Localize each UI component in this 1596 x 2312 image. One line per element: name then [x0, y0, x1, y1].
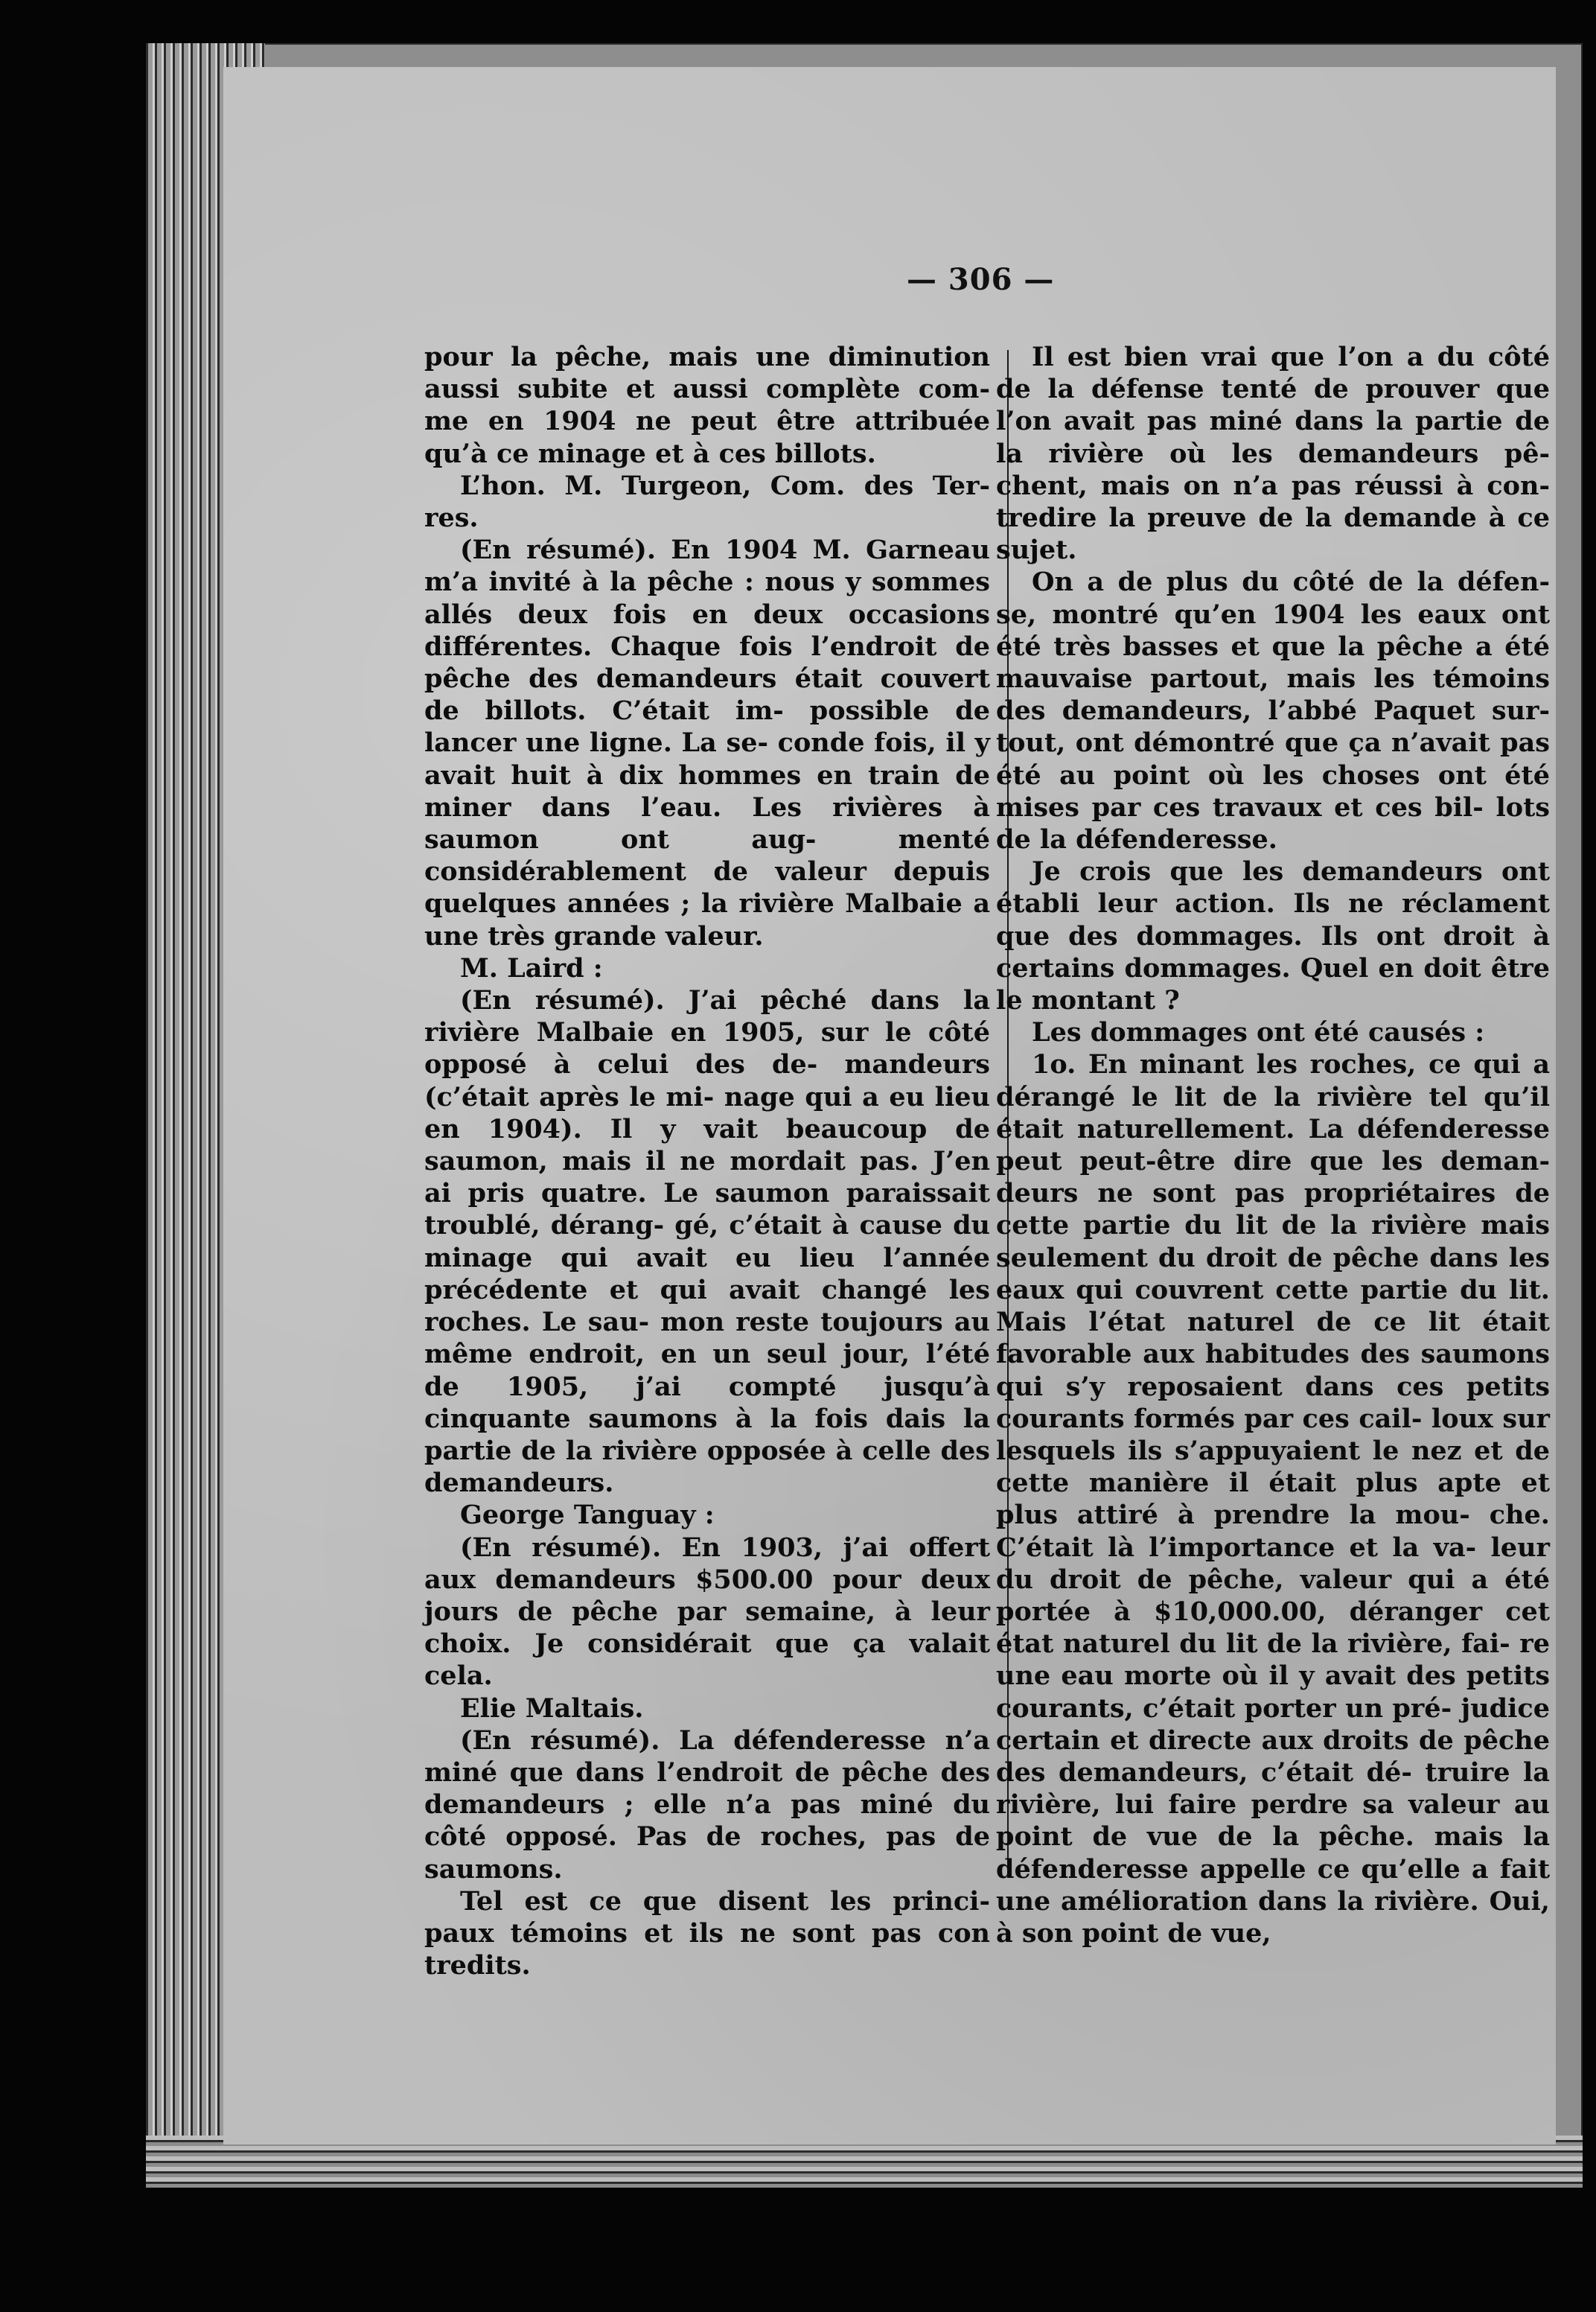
paragraph: L’hon. M. Turgeon, Com. des Ter- res. — [424, 470, 990, 534]
speaker-heading: Elie Maltais. — [460, 1692, 644, 1724]
paragraph: Les dommages ont été causés : — [1032, 1017, 1485, 1048]
page-number: — 306 — — [907, 262, 1055, 297]
paragraph: pour la pêche, mais une diminution aussi subite et aussi complète com- me en 1904 ne peut être attribuée qu’à ce minage et à ces billots. — [424, 342, 990, 469]
speaker-heading: George Tanguay : — [460, 1500, 715, 1531]
paragraph: Tel est ce que disent les princi- paux témoins et ils ne sont pas con tredits. — [424, 1885, 990, 1981]
paragraph: On a de plus du côté de la défen- se, montré qu’en 1904 les eaux ont été très basses et que la pêche a été mauvaise partout, mais les témoins des demandeurs, l’abbé Paquet sur- tout, ont démontré que ça n’avait pas été au point où les choses ont été mises par ces travaux et ces bil- lots de la défenderesse. — [996, 567, 1550, 856]
paragraph: Il est bien vrai que l’on a du côté de la défense tenté de prouver que l’on avait pas miné dans la partie de la rivière où les demandeurs pê- chent, mais on n’a pas réussi à con- tredire la preuve de la demande à ce sujet. — [996, 342, 1550, 566]
paragraph: (En résumé). En 1903, j’ai offert aux demandeurs $500.00 pour deux jours de pêche par semaine, à leur choix. Je considérait que ça valait cela. — [424, 1532, 990, 1692]
left-column — [424, 341, 990, 1981]
speaker-heading: M. Laird : — [460, 952, 603, 984]
paragraph: (En résumé). En 1904 M. Garneau m’a invité à la pêche : nous y sommes allés deux fois en deux occasions différentes. Chaque fois l’endroit de pêche des demandeurs était couvert de billots. C’était im- possible de lancer une ligne. La se- conde fois, il y avait huit à dix hommes en train de miner dans l’eau. Les rivières à saumon ont aug- menté considérablement de valeur depuis quelques années ; la rivière Malbaie a une très grande valeur. — [424, 535, 990, 952]
paragraph: (En résumé). J’ai pêché dans la rivière Malbaie en 1905, sur le côté opposé à celui des de- mandeurs (c’était après le mi- nage qui a eu lieu en 1904). Il y vait beaucoup de saumon, mais il ne mordait pas. J’en ai pris quatre. Le saumon paraissait troublé, dérang- gé, c’était à cause du minage qui avait eu lieu l’année précédente et qui avait changé les roches. Le sau- mon reste toujours au même endroit, en un seul jour, l’été de 1905, j’ai compté jusqu’à cinquante saumons à la fois dais la partie de la rivière opposée à celle des demandeurs. — [424, 985, 990, 1499]
paragraph: (En résumé). La défenderesse n’a miné que dans l’endroit de pêche des demandeurs ; elle n’a pas miné du côté opposé. Pas de roches, pas de saumons. — [424, 1725, 990, 1885]
right-column — [996, 341, 1550, 1949]
paragraph: Je crois que les demandeurs ont établi leur action. Ils ne réclament que des dommages. Ils ont droit à certains dommages. Quel en doit être le montant ? — [996, 856, 1550, 1016]
paragraph: 1o. En minant les roches, ce qui a dérangé le lit de la rivière tel qu’il était naturellement. La défenderesse peut peut-être dire que les deman- deurs ne sont pas propriétaires de cette partie du lit de la rivière mais seulement du droit de pêche dans les eaux qui couvrent cette partie du lit. Mais l’état naturel de ce lit était favorable aux habitudes des saumons qui s’y reposaient dans ces petits courants formés par ces cail- loux sur lesquels ils s’appuyaient le nez et de cette manière il était plus apte et plus attiré à prendre la mou- che. C’était là l’importance et la va- leur du droit de pêche, valeur qui a été portée à $10,000.00, déranger cet état naturel du lit de la rivière, fai- re une eau morte où il y avait des petits courants, c’était porter un pré- judice certain et directe aux droits de pêche des demandeurs, c’était dé- truire la rivière, lui faire perdre sa valeur au point de vue de la pêche. mais la défenderesse appelle ce qu’elle a fait une amélioration dans la rivière. Oui, à son point de vue, — [996, 1049, 1550, 1949]
